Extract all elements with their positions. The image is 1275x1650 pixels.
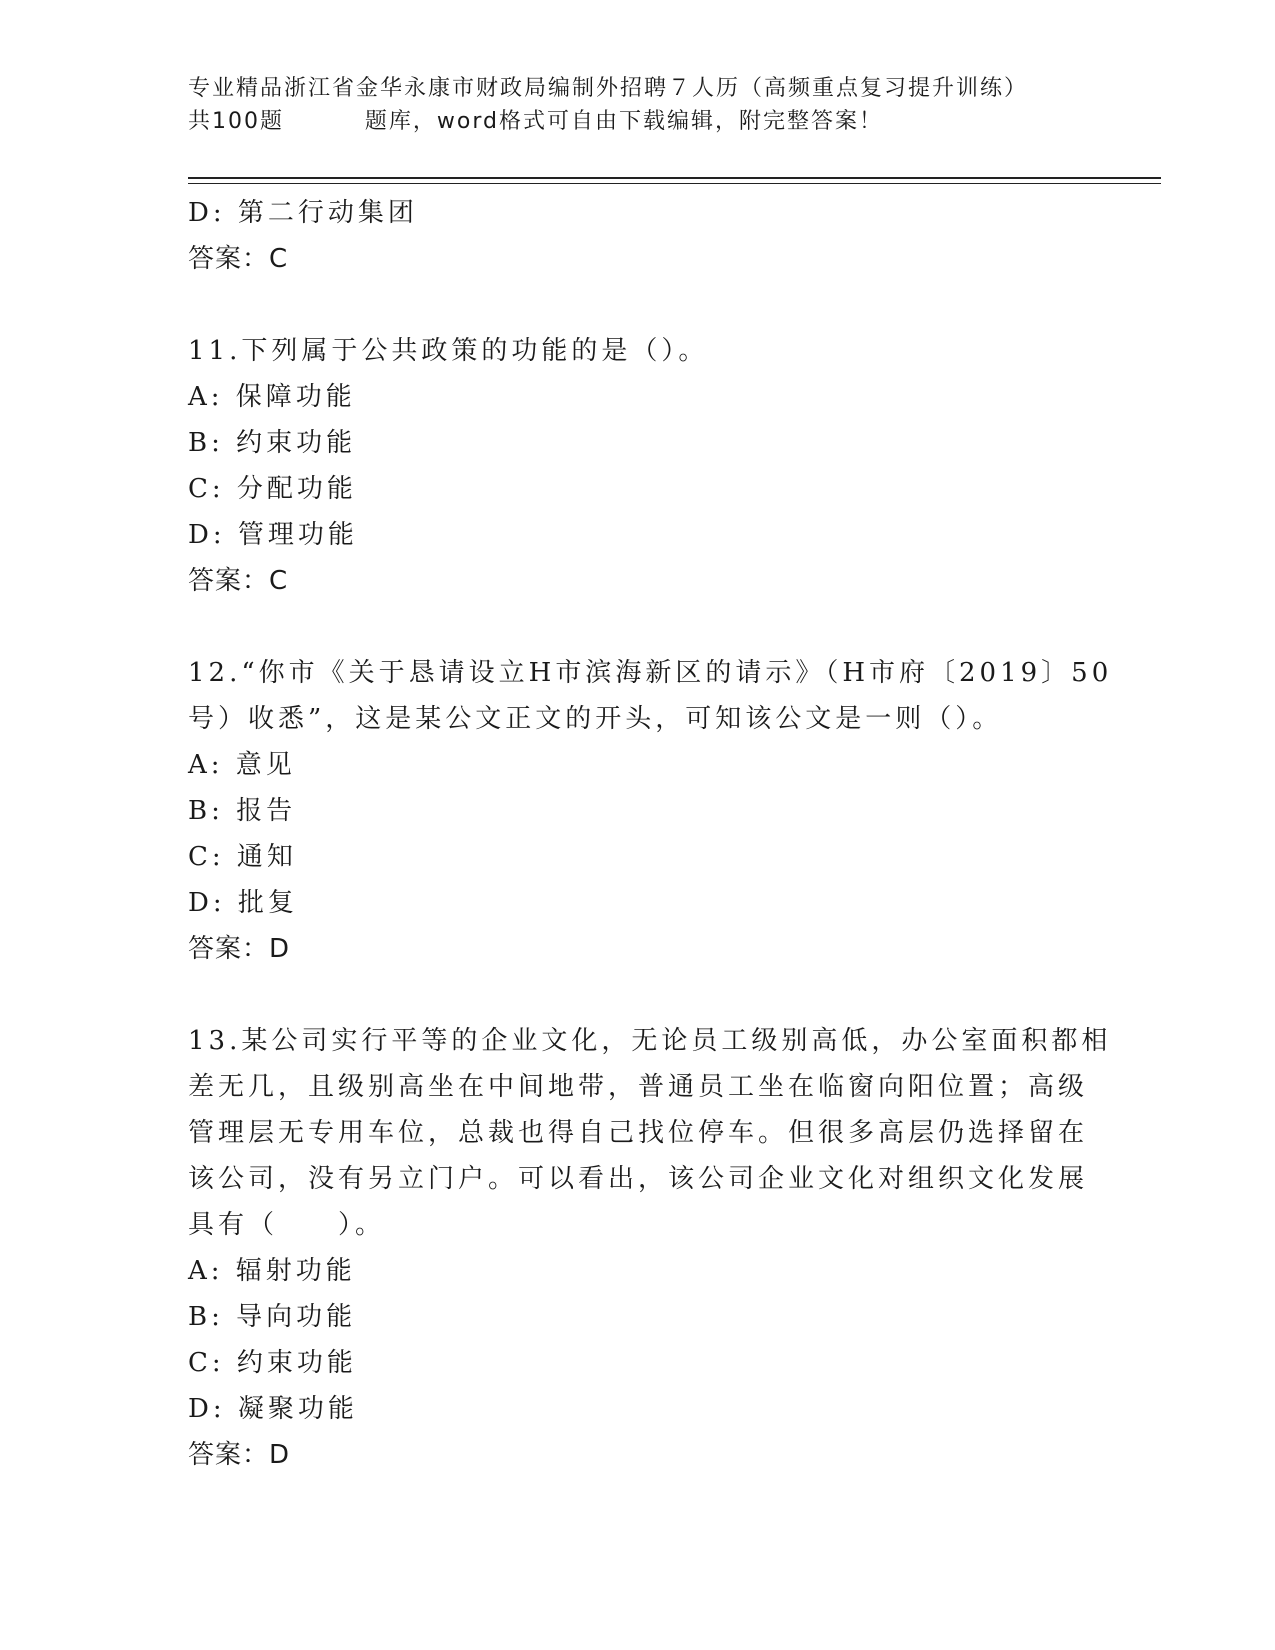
option-a: A: 保障功能 [188, 382, 356, 412]
question-text: 该公司，没有另立门户。可以看出，该公司企业文化对组织文化发展 [188, 1164, 1089, 1194]
header-divider-thin [188, 183, 1161, 184]
header-title-line: 专业精品浙江省金华永康市财政局编制外招聘７人历（高频重点复习提升训练） [188, 76, 1029, 101]
question-block-10 [188, 190, 1088, 282]
question-text: 13.某公司实行平等的企业文化，无论员工级别高低，办公室面积都相 [188, 1026, 1112, 1056]
header-divider-thick [188, 177, 1161, 179]
option-d: D: 第二行动集团 [188, 198, 418, 228]
option-c: C: 分配功能 [188, 474, 357, 504]
question-text: 管理层无专用车位，总裁也得自己找位停车。但很多高层仍选择留在 [188, 1118, 1089, 1148]
document-header [188, 72, 1088, 138]
option-c: C: 约束功能 [188, 1348, 357, 1378]
question-content [188, 190, 1113, 1478]
spacer [188, 282, 1088, 328]
spacer [188, 604, 1088, 650]
option-d: D: 管理功能 [188, 520, 358, 550]
question-block-12 [188, 650, 1113, 972]
question-block-11 [188, 328, 1088, 604]
question-text: 号）收悉”，这是某公文正文的开头，可知该公文是一则（）。 [188, 704, 1003, 734]
question-text: 11.下列属于公共政策的功能的是（）。 [188, 336, 709, 366]
question-text: 差无几，且级别高坐在中间地带，普通员工坐在临窗向阳位置；高级 [188, 1072, 1089, 1102]
option-b: B: 导向功能 [188, 1302, 357, 1332]
question-text: 具有（ ）。 [188, 1210, 386, 1240]
option-d: D: 批复 [188, 888, 298, 918]
question-text: 12.“你市《关于恳请设立H市滨海新区的请示》（H市府〔2019〕50 [188, 658, 1113, 688]
option-d: D: 凝聚功能 [188, 1394, 358, 1424]
answer-line: 答案：D [188, 934, 291, 964]
option-b: B: 约束功能 [188, 428, 357, 458]
answer-line: 答案：D [188, 1440, 291, 1470]
option-a: A: 辐射功能 [188, 1256, 356, 1286]
answer-line: 答案：C [188, 566, 289, 596]
header-subtitle-line: 共100题 题库，word格式可自由下载编辑，附完整答案！ [188, 109, 884, 134]
answer-line: 答案：C [188, 244, 289, 274]
option-c: C: 通知 [188, 842, 297, 872]
spacer [188, 972, 1088, 1018]
option-b: B: 报告 [188, 796, 297, 826]
option-a: A: 意见 [188, 750, 296, 780]
question-block-13 [188, 1018, 1112, 1478]
